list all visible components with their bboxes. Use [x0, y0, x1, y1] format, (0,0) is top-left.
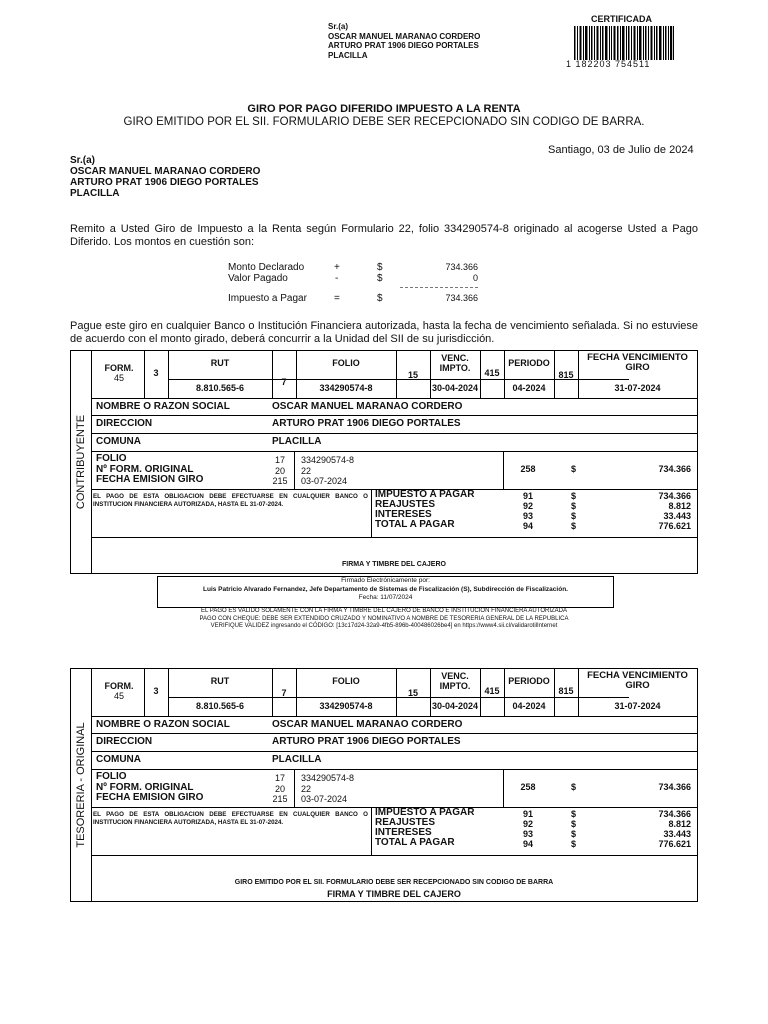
amount-currency: $	[377, 262, 383, 273]
venc-label: VENC. IMPTO.	[439, 353, 471, 373]
nombre-label: NOMBRE O RAZON SOCIAL	[96, 401, 230, 412]
line-value: 33.443	[663, 829, 691, 839]
line-label: IMPUESTO A PAGAR	[375, 807, 475, 818]
disclaimer-line1: EL PAGO ES VALIDO SOLAMENTE CON LA FIRMA Y TIMBRE DEL CAJERO DE BANCO E INSTITUCION FINANCIERA AUTORIZADA	[201, 608, 567, 614]
line-currency: $	[571, 511, 577, 521]
line-label: REAJUSTES	[375, 817, 436, 828]
code-415: 415	[484, 686, 500, 696]
line-value: 734.366	[658, 491, 691, 501]
form-label: FORM.	[104, 681, 134, 691]
nombre-value: OSCAR MANUEL MARANAO CORDERO	[272, 719, 463, 730]
code-215: 215	[272, 794, 288, 804]
payment-note: EL PAGO DE ESTA OBLIGACION DEBE EFECTUARSE EN CUALQUIER BANCO O INSTITUCION FINANCIERA AUTORIZADA, HASTA EL 31-07-2024.	[93, 811, 368, 826]
folio-row-label: FOLIO	[96, 771, 127, 782]
line-code: 93	[522, 511, 533, 521]
line-value: 8.812	[668, 501, 691, 511]
venc-value: 30-04-2024	[431, 383, 479, 393]
nform-value: 22	[301, 465, 312, 476]
direccion-value: ARTURO PRAT 1906 DIEGO PORTALES	[272, 736, 461, 747]
rut-value: 8.810.565-6	[195, 701, 245, 711]
direccion-value: ARTURO PRAT 1906 DIEGO PORTALES	[272, 418, 461, 429]
amount-label: Impuesto a Pagar	[228, 293, 307, 304]
code-7: 7	[281, 688, 287, 698]
line-label: TOTAL A PAGAR	[375, 519, 455, 530]
date-line: Santiago, 03 de Julio de 2024	[548, 144, 694, 156]
code-258: 258	[520, 782, 536, 792]
fecha-label: FECHA VENCIMIENTO GIRO	[587, 670, 688, 691]
line-label: INTERESES	[375, 827, 432, 838]
intro-paragraph: Remito a Usted Giro de Impuesto a la Renta según Formulario 22, folio 334290574-8 originado al acogerse Usted a Pago Diferido. Los montos en cuestión son:	[70, 223, 698, 248]
header-recipient-address: ARTURO PRAT 1906 DIEGO PORTALES	[328, 41, 479, 50]
fecha-label: FECHA VENCIMIENTO GIRO	[587, 352, 688, 373]
disclaimer-line3: VERIFIQUE VALIDEZ ingresando el CÓDIGO: [13c17d24-32a9-4fb5-896b-400486026be4] en https://www4.sii.cl/validarotilInternet	[210, 623, 558, 629]
line-value: 33.443	[663, 511, 691, 521]
dollar-sign: $	[571, 464, 577, 474]
nform-value: 22	[301, 783, 312, 794]
comuna-label: COMUNA	[96, 436, 141, 447]
nform-label: Nº FORM. ORIGINAL	[96, 463, 194, 475]
amount-label: Valor Pagado	[228, 273, 288, 284]
address-city: PLACILLA	[70, 188, 120, 199]
code-3: 3	[153, 686, 159, 696]
folio-row-label: FOLIO	[96, 453, 127, 464]
periodo-label: PERIODO	[508, 358, 550, 368]
line-code: 92	[522, 819, 533, 829]
folio-row-value: 334290574-8	[301, 455, 355, 465]
header-recipient-city: PLACILLA	[328, 50, 368, 60]
fecha-value: 31-07-2024	[614, 701, 661, 711]
line-value: 8.812	[668, 819, 691, 829]
signature-line3: Fecha: 11/07/2024	[358, 594, 413, 601]
line-label: IMPUESTO A PAGAR	[375, 489, 475, 500]
code-215: 215	[272, 476, 288, 486]
code-815: 815	[558, 686, 574, 696]
address-label: Sr.(a)	[70, 155, 96, 166]
line-currency: $	[571, 839, 577, 849]
form-number: 45	[113, 691, 124, 701]
direccion-label: DIRECCION	[96, 418, 153, 429]
line-currency: $	[571, 501, 577, 511]
form-number: 45	[113, 373, 124, 383]
comuna-value: PLACILLA	[272, 754, 322, 765]
line-label: INTERESES	[375, 509, 432, 520]
amount-op: =	[334, 293, 340, 304]
code-17: 17	[274, 455, 285, 465]
barcode	[574, 26, 674, 62]
dollar-sign: $	[571, 782, 577, 792]
rut-label: RUT	[210, 676, 230, 686]
firma-cajero: FIRMA Y TIMBRE DEL CAJERO	[342, 561, 446, 568]
code-7: 7	[281, 377, 287, 387]
form-label: FORM.	[104, 363, 134, 373]
folio-row-value: 334290574-8	[301, 773, 355, 783]
amount-currency: $	[377, 273, 383, 284]
code-815: 815	[558, 370, 574, 380]
venc-label: VENC. IMPTO.	[439, 671, 471, 691]
code-15: 15	[407, 688, 418, 698]
total-258: 734.366	[658, 782, 691, 792]
line-code: 92	[522, 501, 533, 511]
rut-value: 8.810.565-6	[195, 383, 245, 393]
certificada-label: CERTIFICADA	[591, 14, 652, 24]
document-subtitle: GIRO EMITIDO POR EL SII. FORMULARIO DEBE SER RECEPCIONADO SIN CODIGO DE BARRA.	[123, 116, 645, 128]
disclaimer-line2: PAGO CON CHEQUE: DEBE SER EXTENDIDO CRUZADO Y NOMINATIVO A NOMBRE DE TESORERIA GENERAL DE LA REPUBLICA	[199, 615, 569, 622]
line-code: 91	[522, 491, 533, 501]
line-currency: $	[571, 829, 577, 839]
fecha-value: 31-07-2024	[614, 383, 661, 393]
code-258: 258	[520, 464, 536, 474]
amount-value: 734.366	[445, 262, 478, 272]
code-15: 15	[407, 370, 418, 380]
address-street: ARTURO PRAT 1906 DIEGO PORTALES	[70, 177, 259, 188]
folio-value: 334290574-8	[319, 701, 373, 711]
line-value: 776.621	[658, 521, 691, 531]
payment-note: EL PAGO DE ESTA OBLIGACION DEBE EFECTUARSE EN CUALQUIER BANCO O INSTITUCION FINANCIERA AUTORIZADA, HASTA EL 31-07-2024.	[93, 493, 368, 508]
amount-op: +	[334, 262, 340, 273]
line-currency: $	[571, 819, 577, 829]
rut-label: RUT	[210, 358, 230, 368]
folio-label: FOLIO	[332, 358, 360, 368]
section-tesoreria	[70, 668, 698, 902]
bottom-note: GIRO EMITIDO POR EL SII. FORMULARIO DEBE SER RECEPCIONADO SIN CODIGO DE BARRA	[234, 879, 554, 886]
periodo-value: 04-2024	[512, 383, 546, 393]
side-label: CONTRIBUYENTE	[75, 414, 87, 510]
line-currency: $	[571, 809, 577, 819]
folio-value: 334290574-8	[319, 383, 373, 393]
code-17: 17	[274, 773, 285, 783]
barcode-number: 1 182203 754511	[566, 59, 651, 69]
line-value: 734.366	[658, 809, 691, 819]
folio-label: FOLIO	[332, 676, 360, 686]
femision-value: 03-07-2024	[301, 476, 348, 486]
comuna-label: COMUNA	[96, 754, 141, 765]
amount-currency: $	[377, 293, 383, 304]
femision-value: 03-07-2024	[301, 794, 348, 804]
line-code: 93	[522, 829, 533, 839]
nombre-label: NOMBRE O RAZON SOCIAL	[96, 719, 230, 730]
periodo-label: PERIODO	[508, 676, 550, 686]
amount-value: 734.366	[445, 293, 478, 303]
line-code: 94	[522, 521, 533, 531]
code-3: 3	[153, 368, 159, 378]
side-label: TESORERIA - ORIGINAL	[75, 722, 87, 848]
nform-label: Nº FORM. ORIGINAL	[96, 781, 194, 793]
comuna-value: PLACILLA	[272, 436, 322, 447]
line-code: 94	[522, 839, 533, 849]
amount-separator	[400, 287, 478, 288]
address-name: OSCAR MANUEL MARANAO CORDERO	[70, 166, 261, 177]
femision-label: FECHA EMISION GIRO	[96, 474, 204, 485]
amount-value: 0	[472, 273, 478, 283]
electronic-signature-box	[157, 576, 614, 608]
side-label-box	[71, 669, 92, 901]
amount-label: Monto Declarado	[228, 262, 305, 273]
signature-line1: Firmado Electrónicamente por:	[341, 577, 430, 584]
line-currency: $	[571, 521, 577, 531]
direccion-label: DIRECCION	[96, 736, 153, 747]
line-label: REAJUSTES	[375, 499, 436, 510]
instructions-paragraph: Pague este giro en cualquier Banco o Institución Financiera autorizada, hasta la fecha de vencimiento señalada. Si no estuviese de acuerdo con el monto girado, deberá concurrir a la Unidad del SII de su jurisdicción.	[70, 320, 698, 345]
code-415: 415	[484, 368, 500, 378]
total-258: 734.366	[658, 464, 691, 474]
code-20: 20	[274, 465, 285, 476]
periodo-value: 04-2024	[512, 701, 546, 711]
line-currency: $	[571, 491, 577, 501]
header-recipient-label: Sr.(a)	[328, 22, 349, 31]
code-20: 20	[274, 783, 285, 794]
header-recipient-name: OSCAR MANUEL MARANAO CORDERO	[328, 31, 481, 41]
header-address	[328, 22, 480, 60]
section-contribuyente	[70, 350, 698, 574]
signature-line2: Luis Patricio Alvarado Fernandez, Jefe Departamento de Sistemas de Fiscalización (S), Subdirección de Fiscalización.	[203, 585, 568, 593]
document-title: GIRO POR PAGO DIFERIDO IMPUESTO A LA RENTA	[247, 103, 521, 115]
line-value: 776.621	[658, 839, 691, 849]
venc-value: 30-04-2024	[431, 701, 479, 711]
address-block	[70, 155, 260, 199]
amount-op: -	[335, 273, 339, 284]
line-label: TOTAL A PAGAR	[375, 837, 455, 848]
line-code: 91	[522, 809, 533, 819]
femision-label: FECHA EMISION GIRO	[96, 792, 204, 803]
nombre-value: OSCAR MANUEL MARANAO CORDERO	[272, 401, 463, 412]
side-label-box	[71, 351, 92, 573]
disclaimer	[100, 608, 668, 631]
firma-cajero: FIRMA Y TIMBRE DEL CAJERO	[327, 889, 461, 899]
